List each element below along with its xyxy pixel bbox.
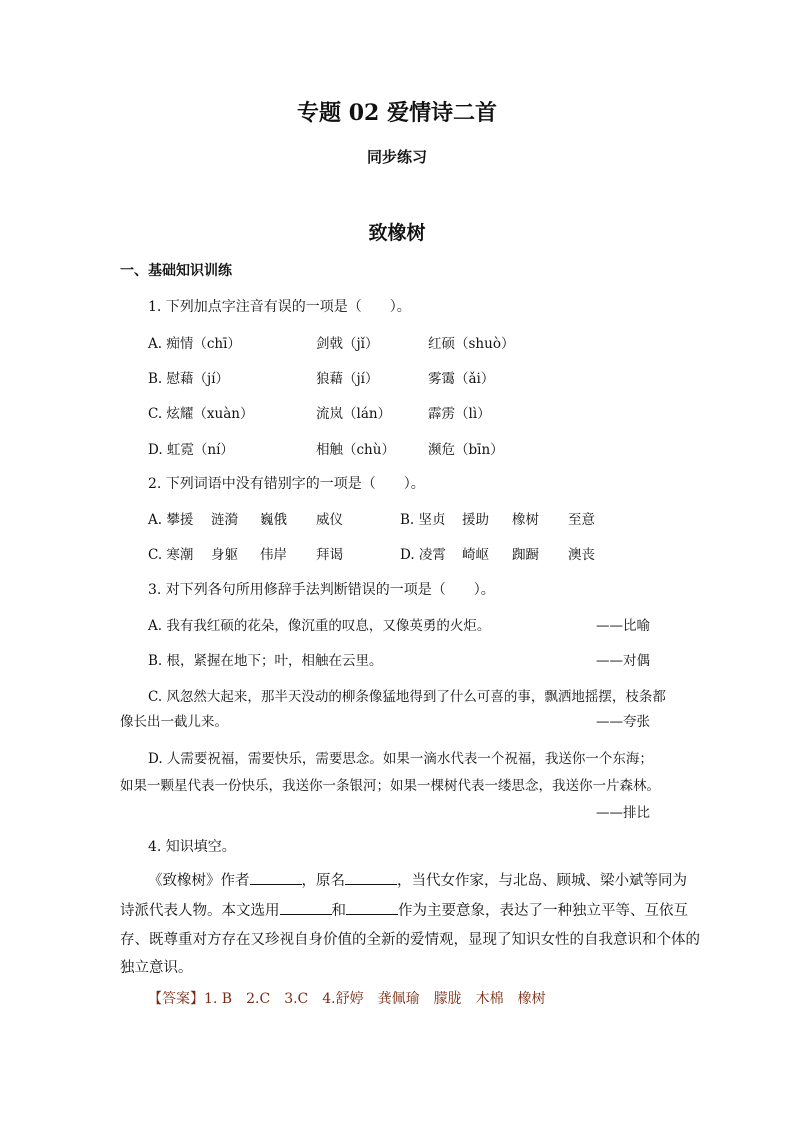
q1-option-d2: 相触（chù） — [316, 442, 395, 458]
q3-option-c-line1: C. 风忽然大起来，那半天没动的柳条像猛地得到了什么可喜的事，飘洒地摇摆，枝条都 — [148, 689, 666, 705]
q1-option-b3: 雾霭（ǎi） — [428, 371, 495, 387]
q2-word: 伟岸 — [260, 547, 287, 563]
q4-text: 作为主要意象，表达了一种独立平等、互依互 — [398, 903, 688, 919]
q2-word: 至意 — [568, 512, 595, 528]
question-4-stem: 4. 知识填空。 — [148, 839, 236, 855]
q3-option-b-tag: ——对偶 — [596, 653, 650, 669]
q2-word: 崎岖 — [462, 547, 489, 563]
page-subtitle: 同步练习 — [366, 148, 427, 166]
answer-item: 龚佩瑜 — [377, 991, 420, 1007]
q2-word: B. 坚贞 — [400, 512, 446, 528]
q2-word: 涟漪 — [211, 512, 238, 528]
q2-word: 澳丧 — [568, 547, 595, 563]
answer-item: 橡树 — [517, 991, 546, 1007]
q2-word: 巍俄 — [260, 512, 287, 528]
q4-text: 和 — [331, 903, 346, 919]
q3-option-d-tag: ——排比 — [596, 805, 650, 821]
q1-option-a3: 红硕（shuò） — [428, 336, 515, 352]
question-3-stem: 3. 对下列各句所用修辞手法判断错误的一项是（ ）。 — [148, 582, 495, 598]
q3-option-a-tag: ——比喻 — [596, 618, 650, 634]
answer-item: 4.舒婷 — [322, 991, 364, 1007]
q2-word: D. 凌霄 — [400, 547, 446, 563]
q1-option-c3: 霹雳（lì） — [428, 406, 491, 422]
question-2-stem: 2. 下列词语中没有错别字的一项是（ ）。 — [148, 476, 425, 492]
answer-item: 1. B — [204, 991, 233, 1007]
question-1-stem: 1. 下列加点字注音有误的一项是（ ）。 — [148, 299, 411, 315]
fill-blank[interactable] — [250, 870, 302, 885]
q3-option-b: B. 根，紧握在地下；叶，相触在云里。 — [148, 653, 383, 669]
q4-paragraph-line2 — [120, 896, 688, 926]
q4-text: ，原名 — [301, 873, 345, 889]
fill-blank[interactable] — [345, 870, 397, 885]
section-heading: 一、基础知识训练 — [120, 263, 232, 279]
q1-option-d3: 濒危（bīn） — [428, 442, 504, 458]
q2-word: 威仪 — [316, 512, 343, 528]
fill-blank[interactable] — [346, 900, 398, 915]
q3-option-c-line2: 像长出一截儿来。 — [120, 714, 228, 730]
fill-blank[interactable] — [280, 900, 332, 915]
answer-tag: 【答案】 — [148, 991, 204, 1007]
q4-paragraph-line3: 存、既尊重对方存在又珍视自身价值的全新的爱情观，显现了知识女性的自我意识和个体的 — [120, 932, 700, 948]
q1-option-b2: 狼藉（jí） — [316, 371, 379, 387]
q4-paragraph-line4: 独立意识。 — [120, 960, 193, 976]
q1-option-c2: 流岚（lán） — [316, 406, 392, 422]
q2-word: A. 攀援 — [148, 512, 194, 528]
q1-option-c1: C. 炫耀（xuàn） — [148, 406, 254, 422]
q1-option-a1: A. 痴情（chī） — [148, 336, 241, 352]
q2-word: 踟蹰 — [512, 547, 539, 563]
q4-text: 《致橡树》作者 — [148, 873, 250, 889]
answer-item: 2.C — [246, 991, 271, 1007]
q4-paragraph-line1 — [148, 866, 687, 896]
q1-option-b1: B. 慰藉（jí） — [148, 371, 230, 387]
q3-option-a: A. 我有我红硕的花朵，像沉重的叹息，又像英勇的火炬。 — [148, 618, 491, 634]
q3-option-d-line2: 如果一颗星代表一份快乐，我送你一条银河；如果一棵树代表一缕思念，我送你一片森林。 — [120, 778, 660, 794]
page-title: 专题 02 爱情诗二首 — [297, 100, 497, 126]
q4-text: ，当代女作家，与北岛、顾城、梁小斌等同为 — [397, 873, 687, 889]
q1-option-d1: D. 虹霓（ní） — [148, 442, 234, 458]
q1-option-a2: 剑戟（jǐ） — [316, 336, 379, 352]
answer-item: 木棉 — [475, 991, 504, 1007]
q2-word: 拜谒 — [316, 547, 343, 563]
q2-word: 援助 — [462, 512, 489, 528]
answer-item: 3.C — [284, 991, 309, 1007]
q2-word: 身躯 — [211, 547, 238, 563]
answer-item: 朦胧 — [433, 991, 462, 1007]
q3-option-c-tag: ——夸张 — [596, 714, 650, 730]
q4-text: 诗派代表人物。本文选用 — [120, 903, 280, 919]
q3-option-d-line1: D. 人需要祝福，需要快乐，需要思念。如果一滴水代表一个祝福，我送你一个东海； — [148, 751, 653, 767]
q2-word: 橡树 — [512, 512, 539, 528]
poem-title: 致橡树 — [368, 222, 426, 244]
q2-word: C. 寒潮 — [148, 547, 194, 563]
answer-line — [148, 988, 546, 1008]
